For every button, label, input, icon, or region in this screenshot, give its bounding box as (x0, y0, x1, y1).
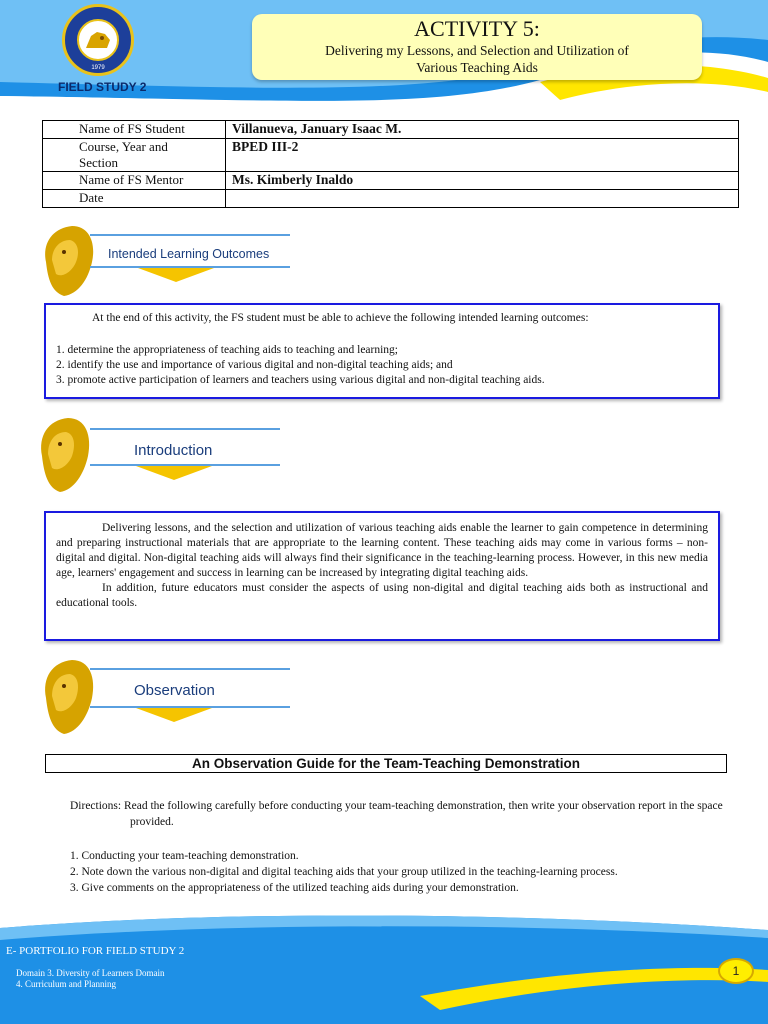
observation-steps (70, 848, 618, 896)
list-item: 1. Conducting your team-teaching demonstration. (70, 850, 299, 862)
lion-head-icon (34, 414, 94, 494)
course-label: FIELD STUDY 2 (58, 80, 147, 94)
banner-rule-top (90, 668, 290, 670)
ilo-item: 1. determine the appropriateness of teaching aids to teaching and learning; (56, 344, 399, 356)
observation-heading: Observation (134, 682, 215, 699)
page-number-badge: 1 (718, 958, 754, 984)
ilo-banner (38, 222, 298, 302)
student-info-table (42, 120, 739, 208)
table-row (43, 121, 739, 139)
activity-subtitle-line2: Various Teaching Aids (416, 60, 538, 75)
observation-guide-title: An Observation Guide for the Team-Teaching Demonstration (45, 754, 727, 773)
directions (70, 798, 730, 830)
footer-domain (16, 968, 164, 990)
value-date (226, 190, 739, 208)
footer-domain-line2: 4. Curriculum and Planning (16, 979, 116, 989)
value-student-name: Villanueva, January Isaac M. (226, 121, 739, 139)
banner-rule-top (90, 234, 290, 236)
value-mentor: Ms. Kimberly Inaldo (226, 172, 739, 190)
label-course (43, 139, 226, 172)
label-course-line1: Course, Year and (79, 139, 168, 154)
label-student-name: Name of FS Student (43, 121, 226, 139)
ilo-item: 3. promote active participation of learners and teachers using various digital and non-digital teaching aids. (56, 374, 545, 386)
banner-pointer (136, 466, 212, 480)
value-course: BPED III-2 (226, 139, 739, 172)
footer-swoosh (0, 900, 768, 1024)
seal-year: 1979 (91, 65, 105, 71)
label-mentor: Name of FS Mentor (43, 172, 226, 190)
lion-emblem-icon (77, 19, 119, 61)
introduction-para1: Delivering lessons, and the selection and utilization of various teaching aids enable the learner to gain competence in determining and preparing instructional materials that are appropriate to the learning content. These teaching aids may come in various forms – non-digital and digital. Non-digital teaching aids will always find their significance in the teaching-learning process. However, in this new media age, learners' engagement and success in learning can be increased by integrating digital teaching aids. (56, 522, 708, 579)
ilo-box (44, 303, 720, 399)
lion-head-icon (38, 656, 98, 736)
ilo-intro: At the end of this activity, the FS student must be able to achieve the following intended learning outcomes: (92, 312, 589, 324)
introduction-banner (38, 414, 298, 494)
table-row (43, 190, 739, 208)
banner-pointer (136, 708, 212, 722)
introduction-para2: In addition, future educators must consider the aspects of using non-digital and digital teaching aids both as instructional and educational tools. (56, 582, 708, 609)
directions-text: Directions: Read the following carefully before conducting your team-teaching demonstration, then write your observation report in the space (70, 800, 723, 812)
table-row (43, 172, 739, 190)
ilo-item: 2. identify the use and importance of various digital and non-digital teaching aids; and (56, 359, 453, 371)
table-row (43, 139, 739, 172)
activity-title-box (252, 14, 702, 80)
directions-text-cont: provided. (130, 816, 174, 828)
observation-banner (38, 656, 298, 736)
label-course-line2: Section (79, 155, 118, 170)
banner-pointer (138, 268, 214, 282)
banner-rule-top (90, 428, 280, 430)
introduction-box (44, 511, 720, 641)
list-item: 3. Give comments on the appropriateness of the utilized teaching aids during your demonstration. (70, 882, 519, 894)
footer-domain-line1: Domain 3. Diversity of Learners Domain (16, 968, 165, 978)
label-date: Date (43, 190, 226, 208)
activity-subtitle-line1: Delivering my Lessons, and Selection and Utilization of (325, 43, 629, 58)
ilo-heading: Intended Learning Outcomes (108, 247, 270, 261)
activity-title: ACTIVITY 5: (414, 16, 540, 41)
introduction-heading: Introduction (134, 442, 213, 459)
footer-title: E- PORTFOLIO FOR FIELD STUDY 2 (6, 945, 185, 957)
list-item: 2. Note down the various non-digital and digital teaching aids that your group utilized in the teaching-learning process. (70, 866, 618, 878)
lion-head-icon (38, 222, 98, 298)
university-seal (62, 4, 134, 76)
